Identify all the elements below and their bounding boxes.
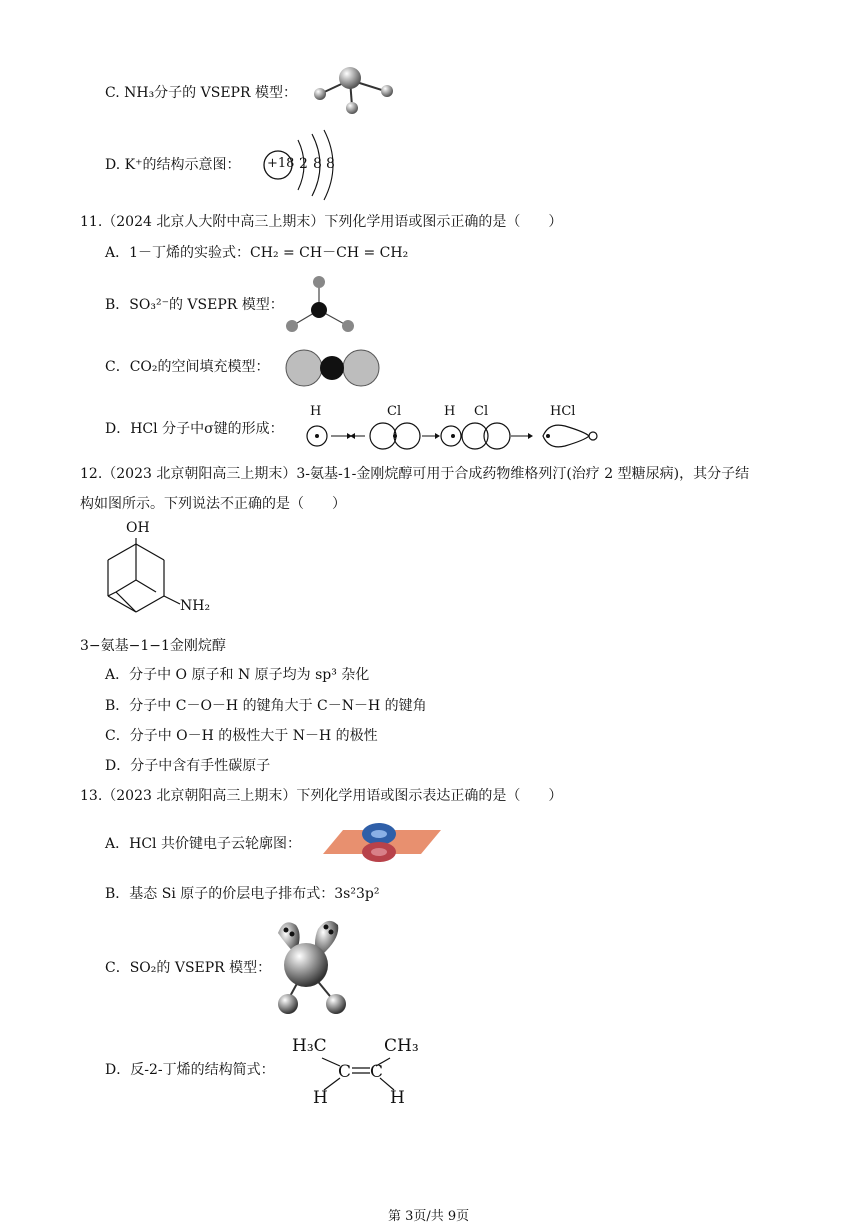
- hcl-label-hcl: HCl: [550, 404, 576, 419]
- h-left-label: H: [313, 1088, 328, 1108]
- q13-option-b: B．基态 Si 原子的价层电子排布式：3s²3p²: [105, 886, 380, 902]
- h3c-label: H₃C: [292, 1036, 327, 1056]
- hcl-sigma-bond-formation-diagram: [303, 420, 603, 452]
- c-right-label: C: [370, 1062, 384, 1082]
- q11-stem: 11.（2024 北京人大附中高三上期末）下列化学用语或图示正确的是（ ）: [80, 214, 563, 230]
- q10-option-d: D. K⁺的结构示意图：: [105, 157, 241, 173]
- ch3-label: CH₃: [384, 1036, 419, 1056]
- hcl-label-cl2: Cl: [474, 404, 489, 419]
- q12-option-d: D．分子中含有手性碳原子: [105, 758, 271, 774]
- nh2-label: NH₂: [180, 598, 211, 614]
- k-shell-3: 8: [326, 156, 335, 172]
- q13-option-d: D．反-2-丁烯的结构简式：: [105, 1062, 275, 1078]
- q12-stem-line2: 构如图所示。下列说法不正确的是（ ）: [80, 496, 346, 512]
- co2-space-filling-model: [286, 349, 382, 387]
- q13-option-c: C．SO₂的 VSEPR 模型：: [105, 960, 272, 976]
- page-footer: 第 3页/共 9页: [388, 1209, 470, 1224]
- q12-option-a: A．分子中 O 原子和 N 原子均为 sp³ 杂化: [105, 667, 370, 683]
- q11-option-c: C．CO₂的空间填充模型：: [105, 359, 270, 375]
- q11-option-a: A．1－丁烯的实验式：CH₂ = CH－CH = CH₂: [105, 245, 409, 261]
- hcl-label-h2: H: [444, 404, 456, 419]
- hcl-label-h1: H: [310, 404, 322, 419]
- h-right-label: H: [390, 1088, 405, 1108]
- adamantane-structure: [92, 538, 192, 623]
- q11-option-b: B．SO₃²⁻的 VSEPR 模型：: [105, 297, 284, 313]
- q11-option-d: D．HCl 分子中σ键的形成：: [105, 421, 284, 437]
- k-shell-2: 8: [313, 156, 322, 172]
- k-nucleus-label: +18: [267, 156, 295, 171]
- q12-option-c: C．分子中 O－H 的极性大于 N－H 的极性: [105, 728, 378, 744]
- oh-label: OH: [126, 520, 150, 536]
- hcl-label-cl1: Cl: [387, 404, 402, 419]
- hcl-electron-cloud-diagram: [323, 820, 443, 868]
- k-shell-1: 2: [299, 156, 308, 172]
- q12-option-b: B．分子中 C－O－H 的键角大于 C－N－H 的键角: [105, 698, 427, 714]
- so3-vsepr-model: [282, 272, 362, 337]
- nh3-vsepr-model: [310, 62, 400, 122]
- structure-caption: 3−氨基−1−1金刚烷醇: [80, 638, 226, 654]
- c-left-label: C: [338, 1062, 352, 1082]
- so2-vsepr-model: [270, 915, 355, 1020]
- q12-stem-line1: 12.（2023 北京朝阳高三上期末）3-氨基-1-金刚烷醇可用于合成药物维格列汀(治疗 2 型糖尿病)，其分子结: [80, 466, 750, 482]
- q10-option-c: C. NH₃分子的 VSEPR 模型：: [105, 85, 297, 101]
- q13-option-a: A．HCl 共价键电子云轮廓图：: [105, 836, 301, 852]
- q13-stem: 13.（2023 北京朝阳高三上期末）下列化学用语或图示表达正确的是（ ）: [80, 788, 563, 804]
